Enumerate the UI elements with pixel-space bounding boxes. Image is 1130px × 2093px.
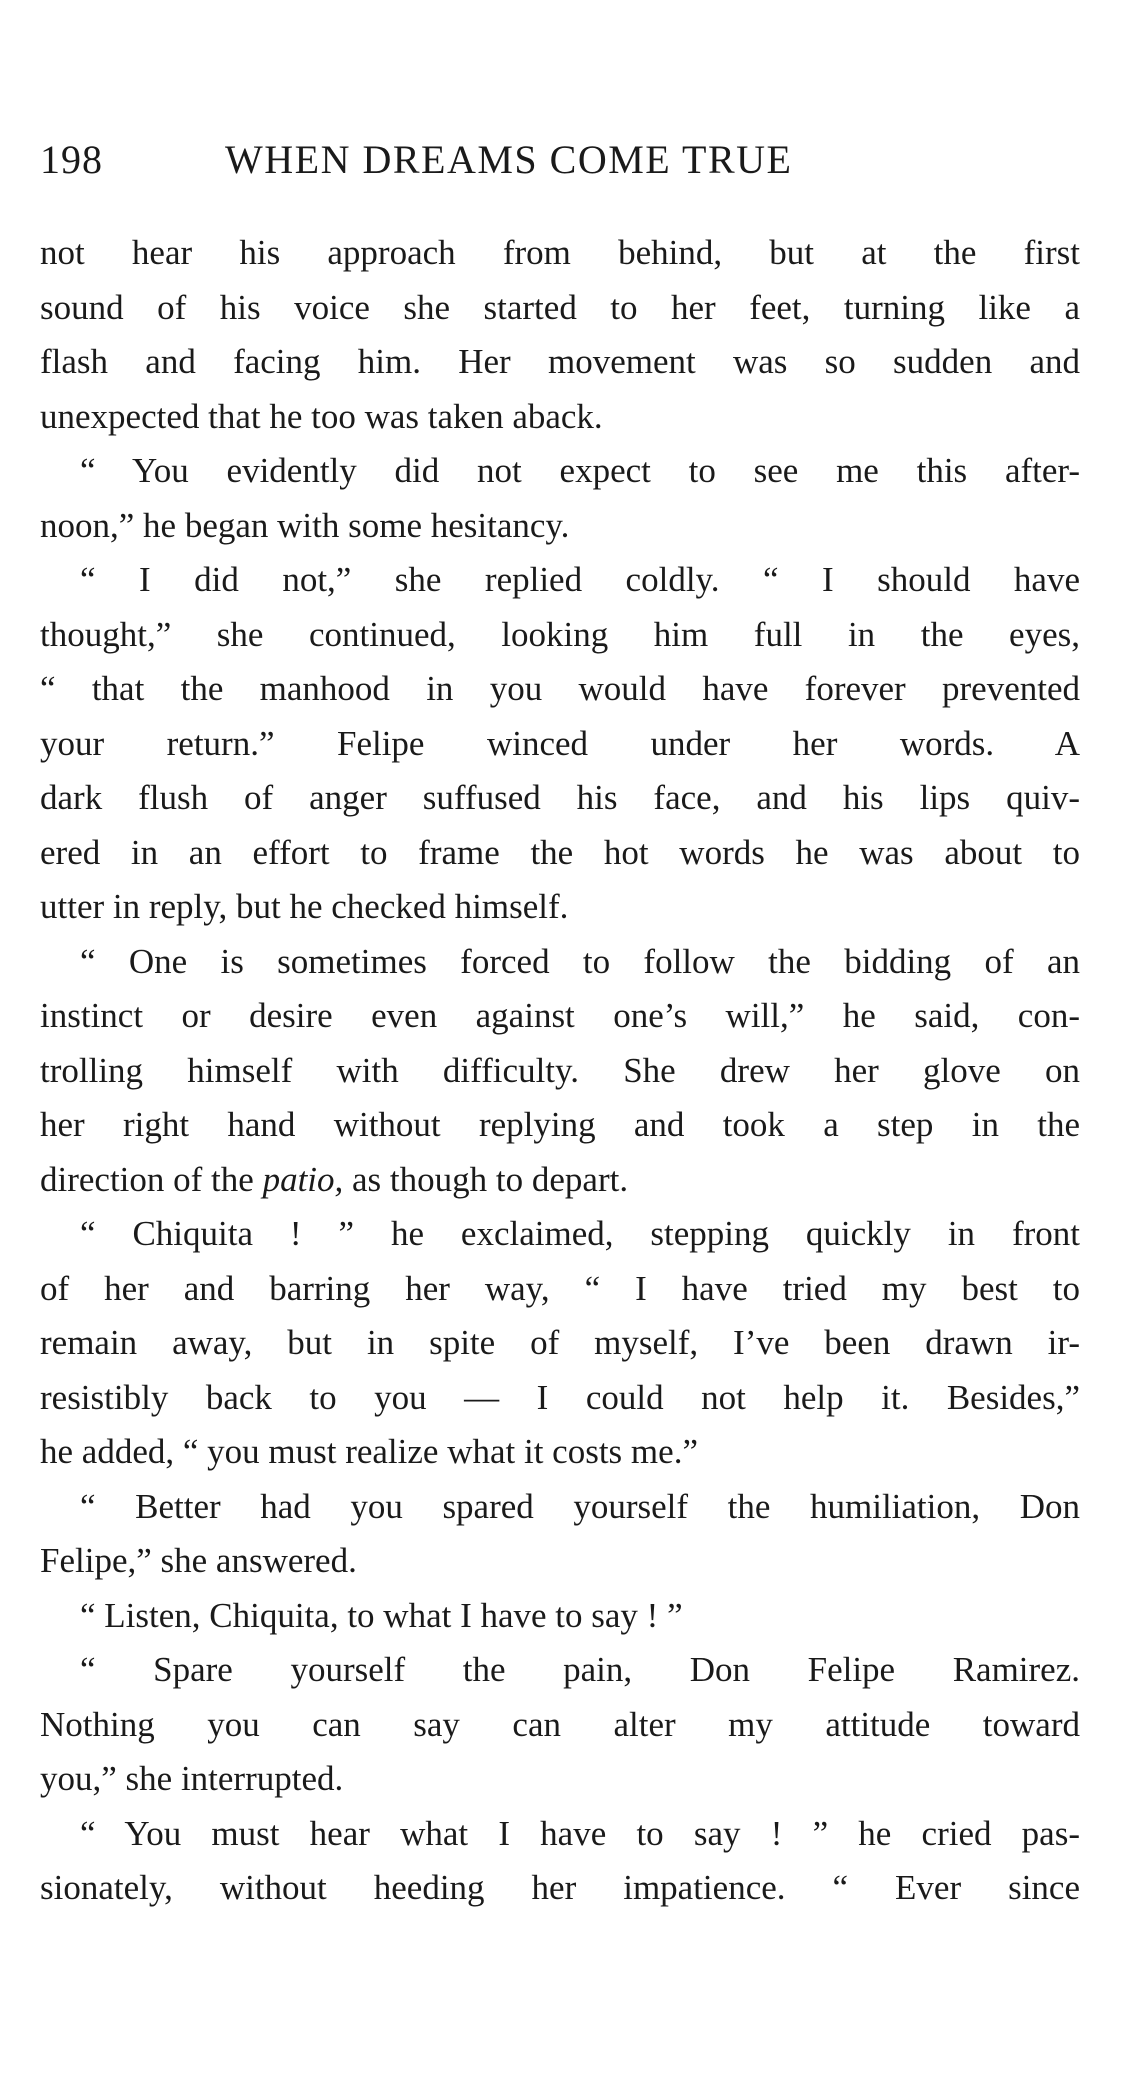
- text-line: remain away, but in spite of myself, I’ve been drawn ir-: [40, 1323, 1080, 1362]
- italic-word: patio,: [262, 1159, 344, 1199]
- running-head: [40, 130, 1080, 190]
- text-line: he added, “ you must realize what it costs me.”: [40, 1432, 698, 1471]
- text-line: you,” she interrupted.: [40, 1759, 344, 1798]
- text-line: “ You evidently did not expect to see me this after-: [80, 451, 1080, 490]
- text-line: sionately, without heeding her impatience. “ Ever since: [40, 1868, 1080, 1907]
- text-line: “ Chiquita ! ” he exclaimed, stepping quickly in front: [80, 1214, 1080, 1253]
- text-line: “ You must hear what I have to say ! ” he cried pas-: [80, 1813, 1080, 1853]
- text-line: dark flush of anger suffused his face, and his lips quiv-: [40, 778, 1080, 817]
- text-line: “ Spare yourself the pain, Don Felipe Ramirez.: [80, 1650, 1080, 1689]
- text-line: her right hand without replying and took a step in the: [40, 1105, 1080, 1144]
- book-title: WHEN DREAMS COME TRUE: [225, 137, 793, 182]
- text-line: instinct or desire even against one’s will,” he said, con-: [40, 996, 1080, 1035]
- text-line: “ I did not,” she replied coldly. “ I should have: [80, 560, 1080, 599]
- text-line: “ One is sometimes forced to follow the bidding of an: [80, 941, 1080, 981]
- text-line: Felipe,” she answered.: [40, 1541, 357, 1580]
- text-line: Nothing you can say can alter my attitude toward: [40, 1704, 1080, 1744]
- text-line: flash and facing him. Her movement was so sudden and: [40, 342, 1080, 381]
- text-line: your return.” Felipe winced under her words. A: [40, 723, 1080, 763]
- text-line: “ Listen, Chiquita, to what I have to say ! ”: [80, 1595, 683, 1635]
- text-line: of her and barring her way, “ I have tried my best to: [40, 1268, 1080, 1308]
- page-number: 198: [40, 137, 103, 182]
- text-segment: as though to depart.: [343, 1159, 629, 1199]
- text-line: not hear his approach from behind, but at the first: [40, 233, 1080, 272]
- text-line: trolling himself with difficulty. She drew her glove on: [40, 1050, 1080, 1090]
- text-line: utter in reply, but he checked himself.: [40, 887, 569, 926]
- text-line: “ Better had you spared yourself the humiliation, Don: [80, 1486, 1080, 1526]
- text-line: sound of his voice she started to her feet, turning like a: [40, 287, 1080, 327]
- book-page: [40, 130, 1080, 1916]
- text-line: [40, 1153, 1080, 1208]
- text-line: thought,” she continued, looking him full in the eyes,: [40, 614, 1080, 654]
- text-line: resistibly back to you — I could not help it. Besides,”: [40, 1377, 1080, 1417]
- text-segment: direction of the: [40, 1159, 263, 1199]
- text-line: “ that the manhood in you would have forever prevented: [40, 669, 1080, 708]
- text-line: ered in an effort to frame the hot words he was about to: [40, 832, 1080, 872]
- text-line: noon,” he began with some hesitancy.: [40, 505, 570, 545]
- body-text: [40, 226, 1080, 1916]
- text-line: unexpected that he too was taken aback.: [40, 396, 603, 436]
